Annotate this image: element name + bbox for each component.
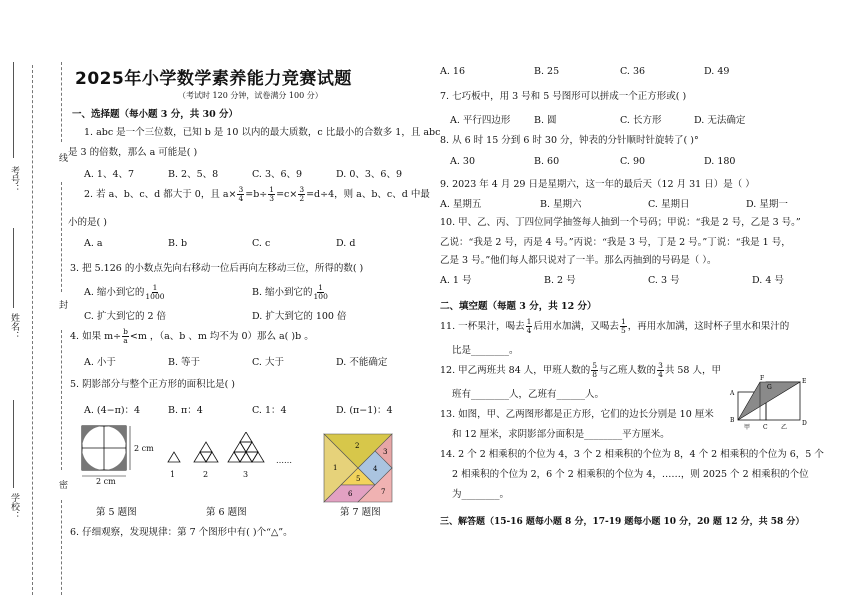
section1-heading: 一、选择题（每小题 3 分，共 30 分） (72, 109, 239, 120)
figure6-diagram (158, 432, 268, 472)
school-label: 学校： (9, 493, 19, 520)
q7-opt-d: D. 无法确定 (694, 115, 746, 126)
q3-text: 3. 把 5.126 的小数点先向右移动一位后再向左移动三位，所得的数( ) (70, 263, 364, 274)
fig7-num-4: 4 (373, 465, 378, 473)
fig7-caption: 第 7 题图 (340, 507, 381, 518)
q2-pre: 2. 若 a、b、c、d 都大于 0，且 a× (84, 189, 237, 200)
xian-char: 线 (57, 153, 67, 162)
q10-opt-b: B. 2 号 (544, 275, 576, 286)
q1-opt-d: D. 0、3、6、9 (336, 169, 402, 180)
q6-opt-b: B. 25 (534, 66, 560, 77)
fig13-label-f: F (760, 375, 765, 382)
q2-opt-c: C. c (252, 238, 271, 249)
q10-opt-c: C. 3 号 (648, 275, 680, 286)
q7-opt-a: A. 平行四边形 (450, 115, 511, 126)
q4-opt-a: A. 小于 (84, 357, 116, 368)
q3-opt-b: B. 缩小到它的 $\frac{1}{100}$ (252, 283, 328, 301)
q10-line2: 乙说：“我是 2 号，丙是 4 号。”丙说：“我是 3 号，丁是 2 号。”丁说：“我是 1 号， (440, 237, 791, 248)
fig13-label-a: A (730, 390, 735, 397)
fig5-label-bottom: 2 cm (96, 477, 116, 486)
q5-opt-b: B. π：4 (168, 405, 203, 416)
q1-line2: 是 3 的倍数，那么 a 可能是( ) (68, 147, 198, 158)
q3-opt-c: C. 扩大到它的 2 倍 (84, 311, 167, 322)
q8-opt-a: A. 30 (450, 156, 475, 167)
q11-line1: 11. 一杯果汁，喝去 $\frac{1}{4}$ 后用水加满，又喝去 $\frac{1}{5}$ ，再用水加满，这时杯子里水和果汁的 (440, 317, 790, 335)
q10-opt-d: D. 4 号 (752, 275, 784, 286)
q8-text: 8. 从 6 时 15 分到 6 时 30 分，钟表的分针顺时针旋转了( )° (440, 135, 699, 146)
fig13-label-d: D (802, 420, 807, 427)
figure7-tangram (322, 432, 394, 504)
q2-frac1: $\frac{3}{4}$ (238, 185, 244, 203)
q10-line1: 10. 甲、乙、丙、丁四位同学抽签每人抽到一个号码；甲说：“我是 2 号，乙是 3 号。” (440, 217, 801, 228)
q5-opt-c: C. 1：4 (252, 405, 287, 416)
fig7-num-5: 5 (356, 475, 361, 483)
q9-opt-c: C. 星期日 (648, 199, 690, 210)
q14-line3: 为________。 (452, 489, 510, 500)
fig13-label-g: G (767, 384, 772, 391)
exam-subtitle: （考试时 120 分钟，试卷满分 100 分） (178, 91, 323, 100)
kaohao-line (13, 62, 14, 158)
q7-text: 7. 七巧板中，用 3 号和 5 号图形可以拼成一个正方形或( ) (440, 91, 687, 102)
q8-opt-c: C. 90 (620, 156, 646, 167)
seal-dash-mid2 (61, 330, 62, 470)
q6-text: 6. 仔细观察，发现规律：第 7 个图形中有( )个“△”。 (70, 527, 293, 538)
q1-opt-c: C. 3、6、9 (252, 169, 303, 180)
fig7-num-2: 2 (355, 442, 360, 450)
q13-line1: 13. 如图，甲、乙两图形都是正方形，它们的边长分别是 10 厘米 (440, 409, 714, 420)
q9-opt-d: D. 星期一 (746, 199, 788, 210)
seal-dash-top (61, 62, 62, 142)
q14-line1: 14. 2 个 2 相乘积的个位为 4，3 个 2 相乘积的个位为 8，4 个 2 相乘积的个位为 6，5 个 (440, 449, 824, 460)
school-line (13, 400, 14, 488)
fig13-label-c: C (763, 424, 768, 431)
fig6-label-3: 3 (243, 470, 249, 479)
fig13-label-e: E (802, 378, 807, 385)
fig13-label-b: B (730, 417, 735, 424)
q2-opt-d: D. d (336, 238, 356, 249)
q1-opt-a: A. 1、4、7 (84, 169, 135, 180)
q2-line2: 小的是( ) (68, 217, 107, 228)
fig7-num-7: 7 (381, 488, 386, 496)
q6-opt-a: A. 16 (440, 66, 465, 77)
q12-line2: 班有________人，乙班有______人。 (452, 389, 605, 400)
fig5-label-side: 2 cm (134, 444, 154, 453)
q3-opt-d: D. 扩大到它的 100 倍 (252, 311, 347, 322)
q2-line1 (84, 186, 430, 203)
fig5-caption: 第 5 题图 (96, 507, 137, 518)
section2-heading: 二、填空题（每题 3 分，共 12 分） (440, 301, 597, 312)
q2-mid1: =b÷ (245, 189, 268, 200)
q13-line2: 和 12 厘米，求阴影部分面积是________平方厘米。 (452, 429, 670, 440)
q7-opt-c: C. 长方形 (620, 115, 662, 126)
outer-dash-line (32, 65, 33, 595)
name-label: 姓名： (9, 313, 19, 340)
q2-frac3: $\frac{3}{2}$ (299, 185, 305, 203)
q10-line3: 乙是 3 号。”他们每人都只说对了一半。那么丙抽到的号码是（ ）。 (440, 255, 717, 266)
q8-opt-d: D. 180 (704, 156, 736, 167)
fig7-num-6: 6 (348, 490, 353, 498)
q3-opt-a: A. 缩小到它的 $\frac{1}{1000}$ (84, 283, 165, 301)
q11-line2: 比是________。 (452, 345, 519, 356)
fig6-label-1: 1 (170, 470, 176, 479)
fig6-caption: 第 6 题图 (206, 507, 247, 518)
fig13-label-yi: 乙 (781, 424, 788, 431)
q4-opt-d: D. 不能确定 (336, 357, 388, 368)
fig6-ellipsis: …… (276, 456, 292, 465)
figure13-diagram (726, 372, 812, 432)
seal-dash-bottom (61, 500, 62, 595)
figure5-diagram (78, 422, 156, 488)
fig13-label-jia: 甲 (744, 424, 751, 431)
q2-frac2: $\frac{1}{3}$ (269, 185, 275, 203)
seal-dash-mid (61, 182, 62, 292)
q9-opt-a: A. 星期五 (440, 199, 482, 210)
fig7-num-3: 3 (383, 448, 388, 456)
q8-opt-b: B. 60 (534, 156, 560, 167)
q5-opt-d: D. (π−1)：4 (336, 405, 393, 416)
q1-line1: 1. abc 是一个三位数，已知 b 是 10 以内的最大质数，c 比最小的合数多 1，且 abc (84, 127, 441, 138)
q1-opt-b: B. 2、5、8 (168, 169, 219, 180)
q2-opt-b: B. b (168, 238, 188, 249)
fig6-label-2: 2 (203, 470, 209, 479)
q2-mid2: =c× (276, 189, 298, 200)
q4-opt-c: C. 大于 (252, 357, 284, 368)
q4-text: 4. 如果 m÷ $\frac{b}{a}$ <m ，（a、b 、m 均不为 0）那么 a( )b 。 (70, 327, 314, 345)
q9-opt-b: B. 星期六 (540, 199, 582, 210)
q7-opt-b: B. 圆 (534, 115, 557, 126)
q4-opt-b: B. 等于 (168, 357, 201, 368)
q6-opt-c: C. 36 (620, 66, 646, 77)
kaohao-label: 考号： (9, 166, 19, 193)
exam-title: 2025年小学数学素养能力竞赛试题 (75, 69, 352, 89)
q2-post: =d÷4，则 a、b、c、d 中最 (306, 189, 430, 200)
q6-opt-d: D. 49 (704, 66, 730, 77)
q2-opt-a: A. a (84, 238, 103, 249)
mi-char: 密 (57, 480, 67, 489)
q5-text: 5. 阴影部分与整个正方形的面积比是( ) (70, 379, 236, 390)
q9-text: 9. 2023 年 4 月 29 日是星期六，这一年的最后天（12 月 31 日）是（ ） (440, 179, 755, 190)
fig7-num-1: 1 (333, 464, 338, 472)
q10-opt-a: A. 1 号 (440, 275, 472, 286)
q14-line2: 2 相乘积的个位为 2，6 个 2 相乘积的个位为 4，……，则 2025 个 2 相乘积的个位 (452, 469, 809, 480)
q5-opt-a: A. (4−π)：4 (84, 405, 141, 416)
name-line (13, 228, 14, 308)
section3-heading: 三、解答题（15-16 题每小题 8 分，17-19 题每小题 10 分，20 题 12 分，共 58 分） (440, 517, 805, 527)
q12-line1: 12. 甲乙两班共 84 人，甲班人数的 $\frac{5}{8}$ 与乙班人数的 $\frac{3}{4}$ 共 58 人，甲 (440, 361, 721, 379)
feng-char: 封 (57, 300, 67, 309)
